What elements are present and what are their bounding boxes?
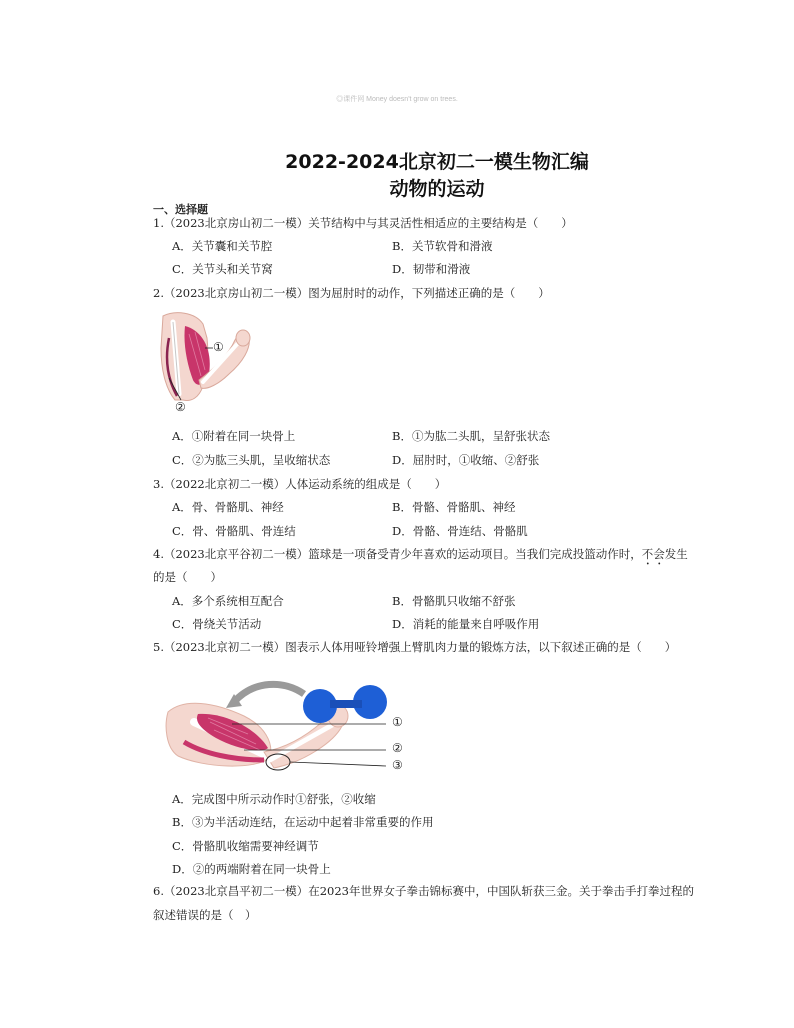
- question-3-option-a[interactable]: A．骨、骨骼肌、神经: [172, 500, 284, 514]
- question-4-stem-text: 4.（2023北京平谷初二一模）篮球是一项备受青少年喜欢的运动项目。当我们完成投篮动作时，: [153, 547, 642, 561]
- question-4-option-a[interactable]: A．多个系统相互配合: [172, 594, 284, 608]
- document-title: 2022-2024北京初二一模生物汇编: [285, 151, 589, 173]
- question-4-stem-line2: 的是（ ）: [153, 570, 222, 584]
- question-1-option-d[interactable]: D．韧带和滑液: [392, 262, 471, 276]
- figure-5-label-3: ③: [392, 758, 403, 772]
- flexed-arm-figure: [155, 308, 265, 418]
- question-3-option-c[interactable]: C．骨、骨骼肌、骨连结: [172, 524, 296, 538]
- document-subtitle: 动物的运动: [389, 178, 485, 200]
- question-2-option-c[interactable]: C．②为肱三头肌，呈收缩状态: [172, 453, 331, 467]
- question-3-option-d[interactable]: D．骨骼、骨连结、骨骼肌: [392, 524, 528, 538]
- question-5-option-b[interactable]: B．③为半活动连结，在运动中起着非常重要的作用: [172, 815, 434, 829]
- question-5-option-d[interactable]: D．②的两端附着在同一块骨上: [172, 862, 331, 876]
- question-1-stem: 1.（2023北京房山初二一模）关节结构中与其灵活性相适应的主要结构是（ ）: [153, 216, 573, 230]
- question-5-stem: 5.（2023北京初二一模）图表示人体用哑铃增强上臂肌肉力量的锻炼方法，以下叙述正确的是（ ）: [153, 640, 677, 654]
- question-1-option-c[interactable]: C．关节头和关节窝: [172, 262, 273, 276]
- question-4-option-c[interactable]: C．骨绕关节活动: [172, 617, 262, 631]
- figure-5-label-1: ①: [392, 715, 403, 729]
- dumbbell-arm-figure: [164, 672, 414, 782]
- question-5-option-c[interactable]: C．骨骼肌收缩需要神经调节: [172, 839, 319, 853]
- figure-2-label-1: ①: [213, 340, 224, 354]
- figure-2-label-2: ②: [175, 400, 186, 414]
- question-6-stem-line2: 叙述错误的是（ ）: [153, 908, 257, 922]
- question-4-stem-tail: 发生: [664, 547, 688, 561]
- question-5-option-a[interactable]: A．完成图中所示动作时①舒张，②收缩: [172, 792, 376, 806]
- question-4-option-d[interactable]: D．消耗的能量来自呼吸作用: [392, 617, 540, 631]
- question-2-option-a[interactable]: A．①附着在同一块骨上: [172, 429, 296, 443]
- question-2-option-b[interactable]: B．①为肱二头肌，呈舒张状态: [392, 429, 550, 443]
- question-4-stem: [153, 546, 688, 568]
- question-2-option-d[interactable]: D．屈肘时，①收缩、②舒张: [392, 453, 540, 467]
- question-3-option-b[interactable]: B．骨骼、骨骼肌、神经: [392, 500, 516, 514]
- question-1-option-a[interactable]: A．关节囊和关节腔: [172, 239, 273, 253]
- question-4-emphasis: 不会: [641, 547, 665, 561]
- figure-5-label-2: ②: [392, 741, 403, 755]
- question-6-stem: 6.（2023北京昌平初二一模）在2023年世界女子拳击锦标赛中，中国队斩获三金。关于拳击手打拳过程的: [153, 884, 695, 898]
- question-4-option-b[interactable]: B．骨骼肌只收缩不舒张: [392, 594, 516, 608]
- section-heading: 一、选择题: [153, 203, 208, 216]
- watermark: ◎课件网 Money doesn't grow on trees.: [336, 96, 458, 103]
- question-1-option-b[interactable]: B．关节软骨和滑液: [392, 239, 493, 253]
- question-3-stem: 3.（2022北京初二一模）人体运动系统的组成是（ ）: [153, 477, 447, 491]
- question-2-stem: 2.（2023北京房山初二一模）图为屈肘时的动作，下列描述正确的是（ ）: [153, 286, 550, 300]
